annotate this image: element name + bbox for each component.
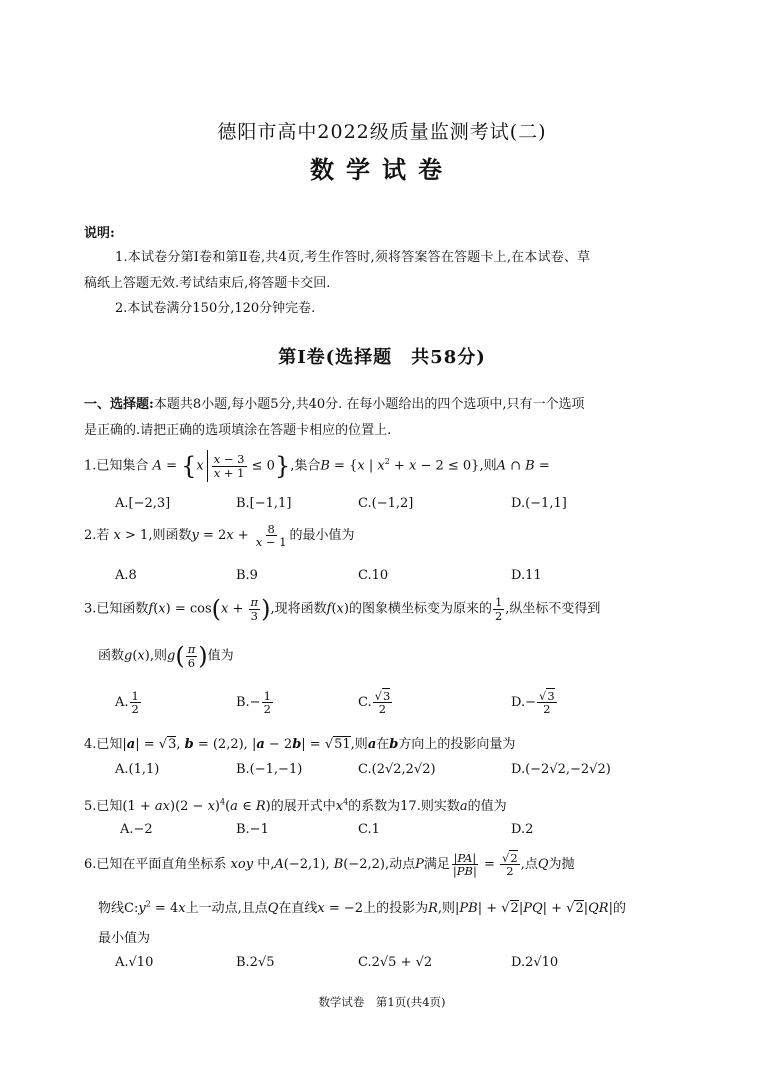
q6-line2-end: ,则 <box>437 901 456 916</box>
q2-prefix: 2.若 <box>84 528 110 544</box>
part-intro-text: 本题共8小题,每小题5分,共40分. 在每小题给出的四个选项中,只有一个选项 <box>153 397 585 412</box>
q6-end: ,点 <box>520 857 538 873</box>
q6-option-a: A.√10 <box>115 955 154 970</box>
q4-end: 方向上的投影向量为 <box>398 737 516 752</box>
q3-end: ,纵坐标不变得到 <box>505 601 601 617</box>
q5-end2: 的值为 <box>467 799 507 814</box>
q4-option-b: B.(−1,−1) <box>236 762 303 777</box>
q6-mid3: 满足 <box>423 857 450 873</box>
question-1: 1.已知集合 A = {x $\frac{x - 3}{x + 1}$ ≤ 0},集合B = {x | $x^2 + x - 2 \le 0$},则A ∩ B = <box>84 452 550 480</box>
q5-prefix: 5.已知 <box>84 799 123 814</box>
q3-option-a: A. $\frac{1}{2}$ <box>115 689 139 717</box>
q4-option-c: C.(2√2,2√2) <box>358 762 436 777</box>
q4-prefix: 4.已知 <box>84 737 123 752</box>
q2-option-b: B.9 <box>236 568 258 583</box>
section-title: 第Ⅰ卷(选择题 共58分) <box>278 347 486 368</box>
q1-prefix: 1.已知集合 <box>84 458 149 474</box>
q4-mid: ,则 <box>350 737 368 752</box>
part-label: 一、选择题: <box>84 397 154 412</box>
q3-option-b: B.− $\frac{1}{2}$ <box>236 689 271 717</box>
q5-option-b: B.−1 <box>236 822 269 837</box>
question-4: 4.已知|a| = √3, b = (2,2), |a − 2b| = √51,则a在b方向上的投影向量为 <box>84 737 516 752</box>
q6-line2-end2: 的 <box>612 901 626 916</box>
q6-option-d: D.2√10 <box>511 955 559 970</box>
q5-mid: 的展开式中 <box>270 799 336 814</box>
q2-option-d: D.11 <box>511 568 542 583</box>
question-6-line1: 6.已知在平面直角坐标系 xoy 中,A(−2,1), B(−2,2),动点P满足 $\frac{|PA|}{|PB|}$ = $\frac{√2}{2}$ ,点Q为抛 <box>84 851 575 879</box>
question-3-line2: 函数g(x),则g( $\frac{\pi}{6}$ )值为 <box>98 642 234 670</box>
q5-end: 的系数为17.则实数 <box>348 799 460 814</box>
q6-option-c: C.2√5 + √2 <box>358 955 433 970</box>
q1-end: ,则 <box>479 458 497 474</box>
q3-prefix: 3.已知函数 <box>84 601 149 617</box>
q6-line2-prefix: 物线C: <box>98 901 139 916</box>
q6-line2-mid3: 上的投影为 <box>363 901 429 916</box>
part-intro-line1 <box>84 393 585 412</box>
q5-option-d: D.2 <box>511 822 534 837</box>
q3-line2-prefix: 函数 <box>98 648 125 664</box>
q1-option-a: A.[−2,3] <box>115 496 171 511</box>
q3-mid2: 的图象横坐标变为原来的 <box>348 601 492 617</box>
q6-mid: 中, <box>257 857 275 873</box>
q3-option-c: C. $\frac{√3}{2}$ <box>358 689 391 717</box>
instruction-2: 2.本试卷满分150分,120分钟完卷. <box>115 301 316 316</box>
q3-mid: ,现将函数 <box>270 601 327 617</box>
instruction-1-line1: 1.本试卷分第Ⅰ卷和第Ⅱ卷,共4页,考生作答时,须将答案答在答题卡上,在本试卷、草 <box>115 250 591 265</box>
q5-option-a: A.−2 <box>120 822 153 837</box>
q6-line2-mid2: 在直线 <box>278 901 318 916</box>
q6-prefix: 6.已知在平面直角坐标系 <box>84 857 227 873</box>
q4-option-a: A.(1,1) <box>115 762 160 777</box>
q6-option-b: B.2√5 <box>236 955 275 970</box>
question-5: 5.已知$(1 + ax)(2 - x)^4(a$ ∈ R)的展开式中$x^4$的系数为17.则实数a的值为 <box>84 797 507 814</box>
page-footer: 数学试卷 第1页(共4页) <box>318 995 446 1009</box>
q5-option-c: C.1 <box>358 822 380 837</box>
q2-end: 的最小值为 <box>289 528 355 544</box>
q1-option-b: B.[−1,1] <box>236 496 292 511</box>
q4-in: 在 <box>376 737 390 752</box>
q3-option-d: D.− $\frac{√3}{2}$ <box>511 689 555 717</box>
q6-line2-mid: 上一动点,且点 <box>185 901 268 916</box>
question-6-line2: 物线$C:y^2 = 4x$上一动点,且点Q在直线x = −2上的投影为R,则|PB| + √2|PQ| + √2|QR|的 <box>98 899 626 916</box>
question-2: 2.若 x > 1,则函数y = 2x + $\frac{8}{x - 1}$ 的最小值为 <box>84 522 355 550</box>
q1-mid: ,集合 <box>290 458 321 474</box>
q4-option-d: D.(−2√2,−2√2) <box>511 762 611 777</box>
instructions-heading: 说明: <box>84 226 115 241</box>
q6-end2: 为抛 <box>548 857 575 873</box>
part-intro-line2: 是正确的.请把正确的选项填涂在答题卡相应的位置上. <box>84 423 392 438</box>
exam-title: 德阳市高中2022级质量监测考试(二) <box>217 121 547 143</box>
q3-line2-mid: ,则 <box>149 648 167 664</box>
q1-option-d: D.(−1,1] <box>511 496 567 511</box>
q3-line2-end: 值为 <box>207 648 234 664</box>
q2-mid: ,则函数 <box>148 528 192 544</box>
question-3-line1: 3.已知函数f(x) = cos(x + $\frac{\pi}{3}$ ),现将函数f(x)的图象横坐标变为原来的 $\frac{1}{2}$ ,纵坐标不变得到 <box>84 595 601 623</box>
q6-mid2: ,动点 <box>385 857 416 873</box>
subject-title: 数学试卷 <box>310 155 454 184</box>
instruction-1-line2: 稿纸上答题无效.考试结束后,将答题卡交回. <box>84 276 331 291</box>
q1-option-c: C.(−1,2] <box>358 496 414 511</box>
q2-option-a: A.8 <box>115 568 137 583</box>
q2-option-c: C.10 <box>358 568 389 583</box>
question-6-line3: 最小值为 <box>98 931 151 946</box>
